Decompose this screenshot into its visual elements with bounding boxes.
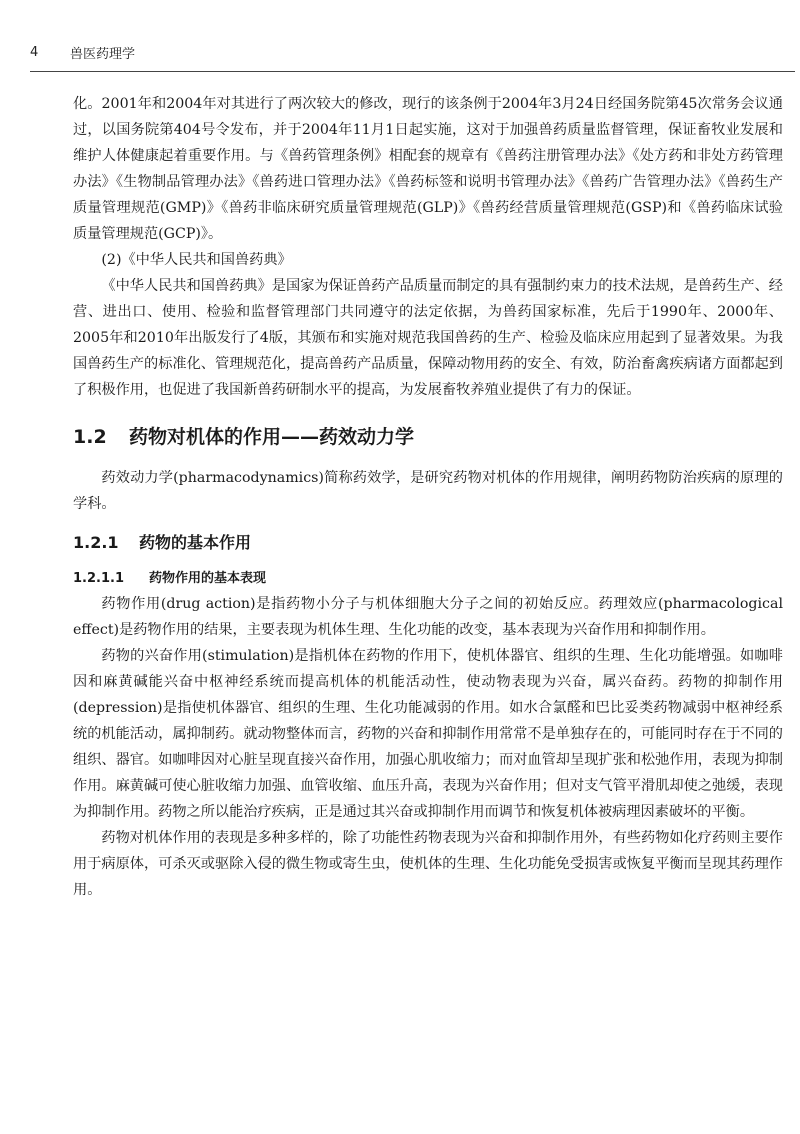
subsection-number: 1.2.1 (73, 533, 119, 552)
subsubsection-title: 药物作用的基本表现 (149, 571, 267, 586)
section-number: 1.2 (73, 426, 107, 448)
list-item-heading: (2)《中华人民共和国兽药典》 (101, 252, 292, 268)
book-title: 兽医药理学 (70, 46, 136, 62)
section-heading (73, 423, 783, 451)
header-rule (30, 71, 795, 72)
running-header (30, 36, 795, 68)
section-title: 药物对机体的作用——药效动力学 (129, 426, 415, 448)
paragraph: 药物的兴奋作用(stimulation)是指机体在药物的作用下，使机体器官、组织的生理、生化功能增强。如咖啡因和麻黄碱能兴奋中枢神经系统而提高机体的机能活动性，使动物表现为兴奋，属兴奋药。药物的抑制作用(depression)是指使机体器官、组织的生理、生化功能减弱的作用。如水合氯醛和巴比妥类药物减弱中枢神经系统的机能活动，属抑制药。就动物整体而言，药物的兴奋和抑制作用常常不是单独存在的，可能同时存在于不同的组织、器官。如咖啡因对心脏呈现直接兴奋作用，加强心肌收缩力；而对血管却呈现扩张和松弛作用，表现为抑制作用。麻黄碱可使心脏收缩力加强、血管收缩、血压升高，表现为兴奋作用；但对支气管平滑肌却使之弛缓，表现为抑制作用。药物之所以能治疗疾病，正是通过其兴奋或抑制作用而调节和恢复机体被病理因素破坏的平衡。 (73, 648, 783, 820)
paragraph: 药物作用(drug action)是指药物小分子与机体细胞大分子之间的初始反应。药理效应(pharmacological effect)是药物作用的结果，主要表现为机体生理、生化功能的改变，基本表现为兴奋作用和抑制作用。 (73, 596, 783, 638)
page-body (73, 91, 783, 903)
paragraph-continuation: 化。2001年和2004年对其进行了两次较大的修改，现行的该条例于2004年3月24日经国务院第45次常务会议通过，以国务院第404号令发布，并于2004年11月1日起实施，这对于加强兽药质量监督管理，保证畜牧业发展和维护人体健康起着重要作用。与《兽药管理条例》相配套的规章有《兽药注册管理办法》《处方药和非处方药管理办法》《生物制品管理办法》《兽药进口管理办法》《兽药标签和说明书管理办法》《兽药广告管理办法》《兽药生产质量管理规范(GMP)》《兽药非临床研究质量管理规范(GLP)》《兽药经营质量管理规范(GSP)和《兽药临床试验质量管理规范(GCP)》。 (73, 96, 783, 242)
paragraph: 《中华人民共和国兽药典》是国家为保证兽药产品质量而制定的具有强制约束力的技术法规，是兽药生产、经营、进出口、使用、检验和监督管理部门共同遵守的法定依据，为兽药国家标准，先后于1990年、2000年、2005年和2010年出版发行了4版，其颁布和实施对规范我国兽药的生产、检验及临床应用起到了显著效果。为我国兽药生产的标准化、管理规范化，提高兽药产品质量，保障动物用药的安全、有效，防治畜禽疾病诸方面都起到了积极作用，也促进了我国新兽药研制水平的提高，为发展畜牧养殖业提供了有力的保证。 (73, 278, 783, 398)
subsubsection-number: 1.2.1.1 (73, 571, 124, 586)
subsubsection-heading (73, 567, 783, 591)
paragraph: 药物对机体作用的表现是多种多样的，除了功能性药物表现为兴奋和抑制作用外，有些药物如化疗药则主要作用于病原体，可杀灭或驱除入侵的微生物或寄生虫，使机体的生理、生化功能免受损害或恢复平衡而呈现其药理作用。 (73, 830, 783, 898)
page-number: 4 (30, 44, 39, 60)
subsection-title: 药物的基本作用 (139, 533, 252, 552)
section-intro: 药效动力学(pharmacodynamics)简称药效学，是研究药物对机体的作用规律，阐明药物防治疾病的原理的学科。 (73, 470, 783, 512)
subsection-heading (73, 531, 783, 555)
